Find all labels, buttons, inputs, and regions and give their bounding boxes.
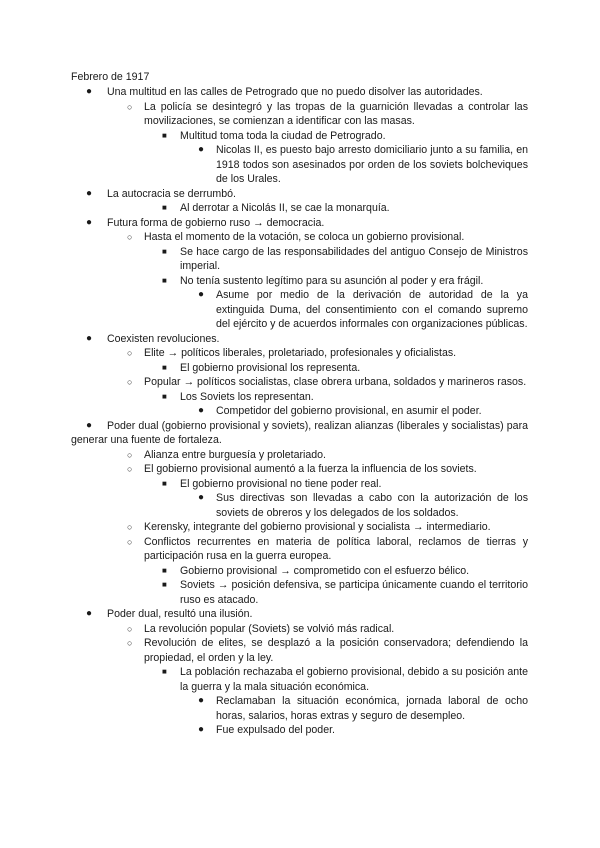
bullet-icon: ■ (162, 478, 167, 488)
list-item (86, 332, 528, 347)
bullet-icon: ■ (162, 565, 167, 575)
list-item (162, 129, 528, 144)
list-item-text: Al derrotar a Nicolás II, se cae la monarquía. (180, 202, 390, 214)
list-item (162, 665, 528, 694)
list-item-text: Coexisten revoluciones. (107, 332, 220, 345)
list-item (162, 390, 528, 405)
bullet-icon: ■ (162, 130, 167, 140)
list-item (86, 85, 528, 100)
list-item (198, 288, 528, 332)
bullet-list (0, 85, 600, 738)
list-item-text: El gobierno provisional aumentó a la fuerza la influencia de los soviets. (144, 463, 477, 475)
list-item (86, 187, 528, 202)
list-item (127, 346, 528, 361)
bullet-icon: ● (86, 187, 93, 199)
list-item (127, 462, 528, 477)
list-item-text: Futura forma de gobierno ruso → democracia. (107, 216, 325, 229)
list-item-text: Reclamaban la situación económica, jornada laboral de ocho horas, salarios, horas extras y seguro de desempleo. (216, 695, 528, 722)
bullet-icon: ○ (127, 623, 133, 634)
list-item (162, 477, 528, 492)
list-item-text: Nicolas II, es puesto bajo arresto domiciliario junto a su familia, en 1918 todos son asesinados por orden de los soviets bolcheviques de los Urales. (216, 144, 528, 185)
bullet-icon: ■ (162, 362, 167, 372)
list-item (127, 520, 528, 535)
list-item (162, 274, 528, 289)
bullet-icon: ○ (127, 101, 133, 112)
bullet-icon: ● (86, 608, 93, 619)
list-item (198, 404, 528, 419)
list-item-text: Hasta el momento de la votación, se coloca un gobierno provisional. (144, 231, 465, 243)
list-item (127, 622, 528, 637)
list-item-text: Popular → políticos socialistas, clase obrera urbana, soldados y marineros rasos. (144, 376, 527, 388)
list-item (162, 564, 528, 579)
bullet-icon: ■ (162, 391, 167, 401)
list-item (198, 491, 528, 520)
list-item-text: Kerensky, integrante del gobierno provisional y socialista → intermediario. (144, 521, 491, 533)
bullet-icon: ■ (162, 667, 167, 676)
bullet-icon: ■ (162, 580, 167, 589)
bullet-icon: ■ (162, 246, 167, 256)
list-item (198, 723, 528, 738)
list-item-text: Conflictos recurrentes en materia de política laboral, reclamos de tierras y participación rusa en la guerra europea. (144, 535, 528, 562)
bullet-icon: ○ (127, 464, 133, 474)
list-item (198, 143, 528, 187)
list-item (162, 578, 528, 607)
bullet-icon: ● (198, 492, 205, 503)
list-item-text: Los Soviets los representan. (180, 390, 314, 403)
list-item (127, 535, 528, 564)
bullet-icon: ○ (127, 377, 133, 387)
bullet-icon: ○ (127, 449, 133, 460)
list-item (162, 245, 528, 274)
list-item-text: Soviets → posición defensiva, se participa únicamente cuando el territorio ruso es atacado. (180, 579, 528, 606)
list-item-text: Revolución de elites, se desplazó a la posición conservadora; defendiendo la propiedad, el orden y la ley. (144, 637, 528, 664)
bullet-icon: ● (86, 419, 93, 431)
list-item (127, 100, 528, 129)
bullet-icon: ● (86, 86, 93, 97)
list-item (86, 607, 528, 622)
bullet-icon: ○ (127, 638, 133, 648)
bullet-icon: ● (86, 216, 93, 228)
list-item (162, 201, 528, 216)
list-item-text: Alianza entre burguesía y proletariado. (144, 448, 326, 461)
list-item-text: Poder dual, resultó una ilusión. (107, 608, 253, 620)
bullet-icon: ○ (127, 522, 133, 532)
list-item-text: La policía se desintegró y las tropas de la guarnición llevadas a controlar las movilizaciones, se comienzan a identificar con las masas. (144, 100, 528, 127)
list-item-text: Competidor del gobierno provisional, en asumir el poder. (216, 405, 482, 417)
list-item (127, 375, 528, 390)
document-heading: Febrero de 1917 (71, 71, 150, 83)
list-item-text: Poder dual (gobierno provisional y soviets), realizan alianzas (liberales y socialistas) para generar una fuente de fortaleza. (71, 419, 528, 446)
list-item-text: Fue expulsado del poder. (216, 724, 335, 736)
list-item (71, 419, 528, 448)
bullet-icon: ■ (162, 203, 167, 212)
bullet-icon: ● (86, 332, 93, 344)
bullet-icon: ○ (127, 536, 133, 547)
list-item-text: La autocracia se derrumbó. (107, 187, 236, 200)
bullet-icon: ● (198, 289, 205, 300)
list-item-text: Una multitud en las calles de Petrogrado que no puedo disolver las autoridades. (107, 86, 483, 98)
bullet-icon: ● (198, 724, 205, 735)
list-item (162, 361, 528, 376)
bullet-icon: ○ (127, 348, 133, 358)
bullet-icon: ● (198, 695, 205, 706)
bullet-icon: ● (198, 144, 205, 155)
list-item-text: Asume por medio de la derivación de autoridad de la ya extinguida Duma, del consentimiento con el comando supremo del ejército y de acuerdos informales con organizaciones públicas. (216, 289, 528, 330)
list-item-text: El gobierno provisional no tiene poder real. (180, 477, 382, 490)
list-item-text: Multitud toma toda la ciudad de Petrogrado. (180, 129, 386, 142)
list-item-text: Se hace cargo de las responsabilidades del antiguo Consejo de Ministros imperial. (180, 245, 528, 272)
list-item-text: No tenía sustento legítimo para su asunción al poder y era frágil. (180, 274, 484, 287)
list-item (127, 636, 528, 665)
list-item (127, 230, 528, 245)
list-item-text: Elite → políticos liberales, proletariado, profesionales y oficialistas. (144, 347, 457, 359)
list-item-text: Gobierno provisional → comprometido con el esfuerzo bélico. (180, 564, 470, 577)
list-item (86, 216, 528, 231)
list-item-text: El gobierno provisional los representa. (180, 361, 361, 374)
bullet-icon: ■ (162, 275, 167, 285)
list-item-text: Sus directivas son llevadas a cabo con la autorización de los soviets de obreros y los delegados de los soldados. (216, 492, 528, 519)
bullet-icon: ○ (127, 232, 133, 242)
list-item (198, 694, 528, 723)
list-item (127, 448, 528, 463)
list-item-text: La población rechazaba el gobierno provisional, debido a su posición ante la guerra y la mala situación económica. (180, 666, 528, 693)
bullet-icon: ● (198, 405, 205, 416)
list-item-text: La revolución popular (Soviets) se volvió más radical. (144, 622, 395, 635)
